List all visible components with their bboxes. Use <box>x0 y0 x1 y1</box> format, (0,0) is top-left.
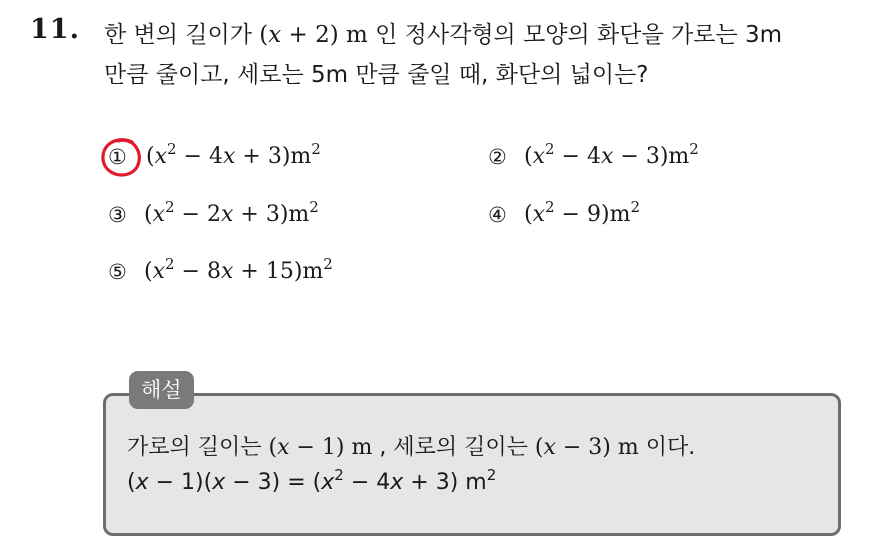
solution-tab-label: 해설 <box>129 371 194 409</box>
choice-number: ④ <box>488 202 507 227</box>
choice-number: ③ <box>108 202 127 227</box>
choice-expression: $(x^2 - 4x + 3)m^2$ <box>146 140 321 169</box>
choice-expression: $(x^2 - 4x - 3)m^2$ <box>524 140 699 169</box>
choice-2[interactable] <box>488 140 699 169</box>
solution-line-2: $(x - 1)(x - 3) = (x^2 - 4x + 3)$ $m^2$ <box>127 466 497 495</box>
choice-number: ① <box>108 144 127 169</box>
choice-expression: $(x^2 - 8x + 15)m^2$ <box>144 255 333 284</box>
solution-box <box>103 393 841 536</box>
choice-1[interactable] <box>108 140 321 169</box>
choice-5[interactable] <box>108 255 333 284</box>
choice-expression: $(x^2 - 2x + 3)m^2$ <box>144 198 319 227</box>
choice-number: ⑤ <box>108 259 127 284</box>
question-number: 11. <box>30 14 80 45</box>
solution-line-1: 가로의 길이는 (x − 1) m , 세로의 길이는 (x − 3) m 이다. <box>127 435 696 460</box>
choice-4[interactable] <box>488 198 640 227</box>
question-text-line-1: 한 변의 길이가 (x + 2) m 인 정사각형의 모양의 화단을 가로는 3m <box>104 22 783 48</box>
choice-3[interactable] <box>108 198 319 227</box>
question-math-side: (x + 2) m <box>259 22 368 48</box>
choice-number: ② <box>488 144 507 169</box>
question-text-line-2: 만큼 줄이고, 세로는 5m 만큼 줄일 때, 화단의 넓이는? <box>104 62 649 88</box>
choice-expression: $(x^2 - 9)m^2$ <box>524 198 640 227</box>
